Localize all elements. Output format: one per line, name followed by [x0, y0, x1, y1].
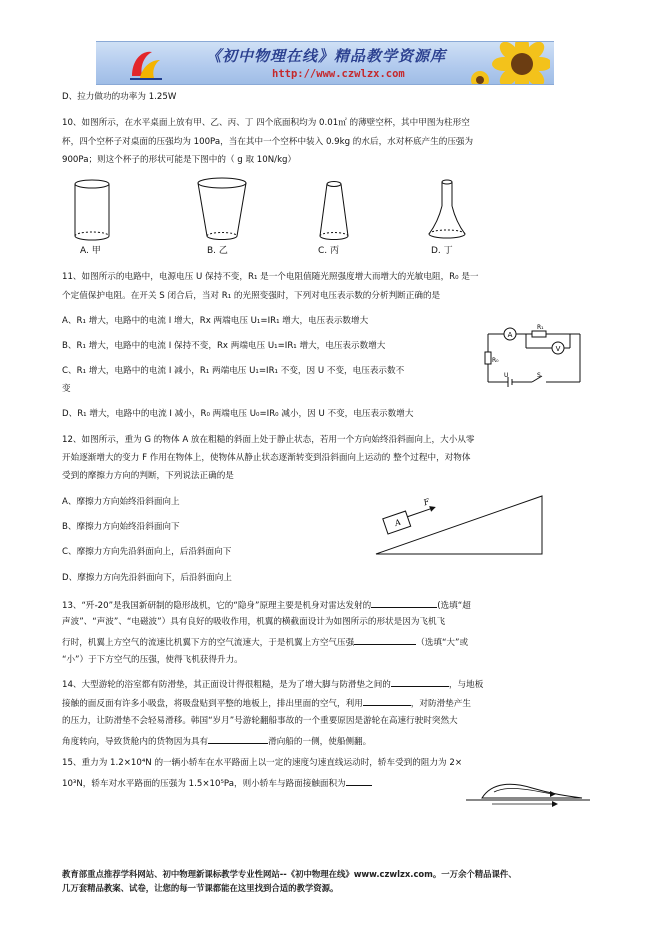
- q12-option-c: C、摩擦力方向先沿斜面向上，后沿斜面向下: [62, 547, 232, 557]
- q14-line-1-tail: ，与地板: [448, 680, 484, 690]
- q14-line-2-text: 接触的面反面有许多小吸盘，将吸盘贴到平整的地板上，排出里面的空气，利用: [62, 699, 363, 709]
- q14-blank-1[interactable]: [391, 678, 449, 687]
- q13-blank-1[interactable]: [371, 599, 437, 608]
- banner-url[interactable]: http://www.czwlzx.com: [272, 68, 405, 80]
- site-logo-icon: [126, 46, 166, 82]
- q14-blank-3[interactable]: [208, 735, 268, 744]
- q10-cups-figure: [62, 176, 482, 248]
- q11-option-c-line-2: 变: [62, 384, 71, 394]
- q13-line-1-text: 13、“歼-20”是我国新研制的隐形战机，它的“隐身”原理主要是机身对雷达发射的: [62, 601, 372, 611]
- q12-option-a: A、摩擦力方向始终沿斜面向上: [62, 497, 180, 507]
- force-arrow: [407, 509, 430, 517]
- q12-line-1: 12、如图所示，重为 G 的物体 A 放在粗糙的斜面上处于静止状态，若用一个方向始终沿斜面向上，大小从零: [62, 435, 475, 445]
- q14-line-4-text: 角度转向，导致货舱内的货物因为具有: [62, 737, 209, 747]
- footer-line-1: 教育部重点推荐学科网站、初中物理新课标教学专业性网站--《初中物理在线》www.czwlzx.com。一万余个精品课件、: [62, 869, 517, 879]
- q12-option-d: D、摩擦力方向先沿斜面向下，后沿斜面向上: [62, 573, 232, 583]
- q12-line-3: 受到的摩擦力方向的判断，下列说法正确的是: [62, 471, 234, 481]
- q14-line-2-tail: ，对防滑垫产生: [410, 699, 471, 709]
- q14-line-4-tail: 滑向船的一侧，使船侧翻。: [268, 737, 372, 747]
- u-label: U: [504, 372, 509, 379]
- q15-blank-1[interactable]: [346, 777, 372, 786]
- page-footer: [62, 867, 602, 895]
- q11-option-d: D、R₁ 增大，电路中的电流 I 减小，R₀ 两端电压 U₀=IR₀ 减小，因 U 不变，电压表示数增大: [62, 409, 414, 419]
- q11-line-2: 个定值保护电阻。在开关 S 闭合后，当对 R₁ 的光照变强时，下列对电压表示数的分析判断正确的是: [62, 291, 441, 301]
- q10-caption-c: C. 丙: [318, 246, 340, 256]
- cup-a-cylinder: [75, 180, 109, 240]
- q11-circuit-diagram: [480, 322, 590, 388]
- q15-wing-figure: [462, 778, 600, 808]
- cup-d-flask: [429, 180, 465, 238]
- q11-option-b: B、R₁ 增大，电路中的电流 I 保持不变，Rx 两端电压 U₁=IR₁ 增大，电压表示数增大: [62, 341, 386, 351]
- q10-caption-d: D. 丁: [431, 246, 453, 256]
- cup-b-wide-top: [198, 178, 246, 240]
- q15-line-1: 15、重力为 1.2×10⁴N 的一辆小轿车在水平路面上以一定的速度匀速直线运动时，轿车受到的阻力为 2×: [62, 758, 463, 768]
- q13-line-4: “小”）于下方空气的压强，使得飞机获得升力。: [62, 655, 243, 665]
- q14-line-2: [62, 697, 600, 710]
- q12-incline-figure: [370, 492, 548, 560]
- q13-line-3-tail: （选填“大”或: [416, 638, 469, 648]
- r1-label: R₁: [537, 324, 544, 331]
- block-label: A: [393, 517, 402, 528]
- voltmeter-label: V: [555, 345, 561, 353]
- force-label: F: [422, 497, 431, 508]
- q10-caption-a: A. 甲: [80, 246, 101, 256]
- s-label: S: [537, 372, 541, 379]
- footer-line-2: 几万套精品教案、试卷，让您的每一节课都能在这里找到合适的教学资源。: [62, 883, 339, 893]
- q15-line-2-text: 10³N，轿车对水平路面的压强为 1.5×10⁵Pa，则小轿车与路面接触面积为: [62, 779, 346, 789]
- q13-blank-2[interactable]: [354, 636, 416, 645]
- q13-line-2: 声波”、“声波”、“电磁波”）具有良好的吸收作用，机翼的横截面设计为如图所示的形状是因为飞机飞: [62, 617, 446, 627]
- q10-line-3: 900Pa；则这个杯子的形状可能是下图中的（ g 取 10N/kg）: [62, 155, 297, 165]
- banner-title: 《初中物理在线》精品教学资源库: [206, 47, 447, 65]
- q10-line-2: 杯，四个空杯子对桌面的压强均为 100Pa，当在其中一个空杯中装入 0.9kg 的水后，水对杯底产生的压强为: [62, 137, 474, 147]
- q14-line-4: [62, 735, 600, 748]
- header-banner: [96, 41, 554, 85]
- q10-caption-b: B. 乙: [207, 246, 228, 256]
- q10-line-1: 10、如图所示，在水平桌面上放有甲、乙、丙、丁 四个底面积均为 0.01㎡ 的薄壁空杯，其中甲图为柱形空: [62, 118, 470, 128]
- q9-option-d: D、拉力做功的功率为 1.25W: [62, 92, 177, 102]
- q14-line-3: 的压力，让防滑垫不会轻易滑移。韩国“岁月”号游轮翻船事故的一个重要原因是游轮在高速行驶时突然大: [62, 716, 458, 726]
- ammeter-label: A: [507, 331, 513, 339]
- q13-line-1: [62, 599, 600, 612]
- q14-line-1-text: 14、大型游轮的浴室都有防滑垫，其正面设计得很粗糙，是为了增大脚与防滑垫之间的: [62, 680, 391, 690]
- q12-line-2: 开始逐渐增大的变力 F 作用在物体上，使物体从静止状态逐渐转变到沿斜面向上运动的 整个过程中，对物体: [62, 453, 471, 463]
- q11-option-c-line-1: C、R₁ 增大，电路中的电流 I 减小，R₁ 两端电压 U₁=IR₁ 不变，因 U 不变，电压表示数不: [62, 366, 405, 376]
- cup-c-narrow-top: [320, 182, 348, 240]
- q14-line-1: [62, 678, 600, 691]
- sunflower-icon: [460, 41, 550, 85]
- q13-line-3-text: 行时，机翼上方空气的流速比机翼下方的空气流速大，于是机翼上方空气压强: [62, 638, 355, 648]
- q13-line-3: [62, 636, 600, 649]
- q13-line-1-tail: (选填“超: [437, 601, 471, 611]
- r0-label: R₀: [492, 357, 499, 364]
- q14-blank-2[interactable]: [363, 697, 411, 706]
- q11-line-1: 11、如图所示的电路中，电源电压 U 保持不变，R₁ 是一个电阻值随光照强度增大而增大的光敏电阻，R₀ 是一: [62, 272, 479, 282]
- q11-option-a: A、R₁ 增大，电路中的电流 I 增大，Rx 两端电压 U₁=IR₁ 增大，电压表示数增大: [62, 316, 369, 326]
- q12-option-b: B、摩擦力方向始终沿斜面向下: [62, 522, 180, 532]
